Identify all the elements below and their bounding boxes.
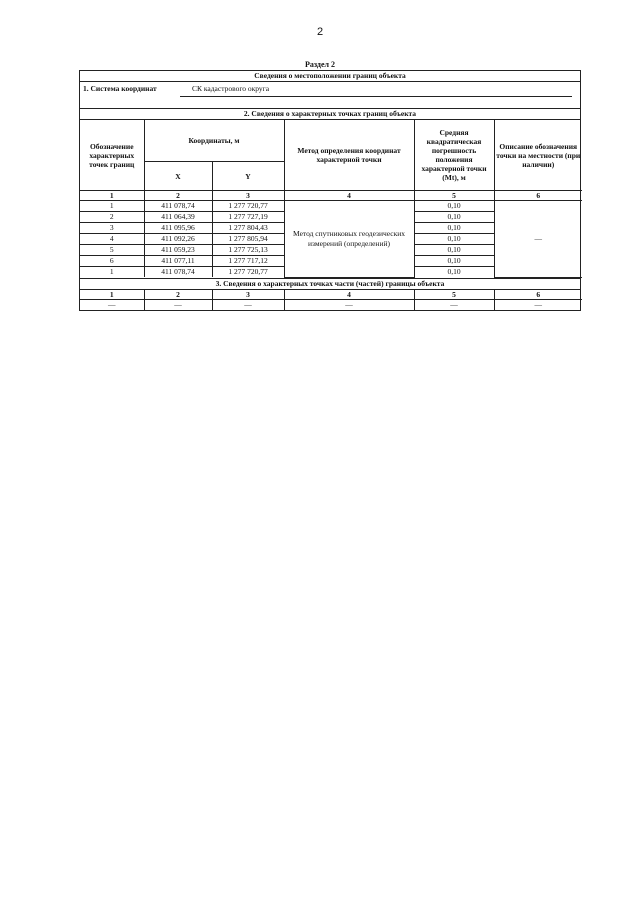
empty-cell: — (494, 299, 582, 310)
point-error: 0,10 (414, 245, 494, 256)
coordinate-system-value: СК кадастрового округа (192, 84, 270, 93)
coordinate-system-block (80, 82, 580, 109)
location-header: Сведения о местоположении границ объекта (80, 71, 580, 82)
page-number: 2 (316, 26, 324, 38)
point-number: 1 (80, 267, 144, 278)
point-x: 411 092,26 (144, 234, 212, 245)
parts-column-number-row (80, 290, 582, 300)
column-number: 5 (414, 191, 494, 201)
description-value: — (494, 201, 582, 278)
header-designation: Обозначение характерных точек границ (80, 120, 144, 191)
point-y: 1 277 804,43 (212, 223, 284, 234)
parts-table (80, 290, 582, 310)
parts-empty-row (80, 299, 582, 310)
empty-cell: — (284, 299, 414, 310)
column-number: 1 (80, 290, 144, 300)
point-y: 1 277 725,13 (212, 245, 284, 256)
point-error: 0,10 (414, 223, 494, 234)
point-error: 0,10 (414, 212, 494, 223)
point-x: 411 077,11 (144, 256, 212, 267)
column-number: 4 (284, 191, 414, 201)
point-y: 1 277 720,77 (212, 201, 284, 212)
point-x: 411 095,96 (144, 223, 212, 234)
point-number: 5 (80, 245, 144, 256)
point-y: 1 277 717,12 (212, 256, 284, 267)
parts-section-title: 3. Сведения о характерных точках части (частей) границы объекта (80, 278, 580, 290)
point-error: 0,10 (414, 201, 494, 212)
points-header-row (80, 120, 582, 162)
empty-cell: — (80, 299, 144, 310)
points-table (80, 120, 582, 278)
empty-cell: — (212, 299, 284, 310)
point-x: 411 078,74 (144, 201, 212, 212)
empty-cell: — (414, 299, 494, 310)
header-coordinates: Координаты, м (144, 120, 284, 162)
coordinate-system-underline (180, 96, 572, 97)
point-y: 1 277 720,77 (212, 267, 284, 278)
point-error: 0,10 (414, 267, 494, 278)
point-x: 411 078,74 (144, 267, 212, 278)
column-number: 1 (80, 191, 144, 201)
point-x: 411 059,23 (144, 245, 212, 256)
header-y: Y (212, 162, 284, 191)
point-number: 4 (80, 234, 144, 245)
column-number: 4 (284, 290, 414, 300)
column-number: 3 (212, 290, 284, 300)
point-x: 411 064,39 (144, 212, 212, 223)
point-y: 1 277 727,19 (212, 212, 284, 223)
header-method: Метод определения координат характерной точки (284, 120, 414, 191)
point-number: 6 (80, 256, 144, 267)
point-number: 3 (80, 223, 144, 234)
point-number: 2 (80, 212, 144, 223)
column-number: 2 (144, 191, 212, 201)
point-error: 0,10 (414, 256, 494, 267)
point-number: 1 (80, 201, 144, 212)
column-number: 5 (414, 290, 494, 300)
table-row (80, 201, 582, 212)
header-x: X (144, 162, 212, 191)
column-number: 6 (494, 290, 582, 300)
point-error: 0,10 (414, 234, 494, 245)
column-number: 6 (494, 191, 582, 201)
point-y: 1 277 805,94 (212, 234, 284, 245)
section-title: Раздел 2 (304, 60, 336, 69)
column-number-row (80, 191, 582, 201)
header-error: Средняя квадратическая погрешность положения характерной точки (Mt), м (414, 120, 494, 191)
coordinate-system-label: 1. Система координат (83, 84, 157, 93)
column-number: 2 (144, 290, 212, 300)
boundary-info-form (79, 70, 581, 311)
column-number: 3 (212, 191, 284, 201)
header-description: Описание обозначения точки на местности (при наличии) (494, 120, 582, 191)
points-section-title: 2. Сведения о характерных точках границ объекта (80, 109, 580, 120)
empty-cell: — (144, 299, 212, 310)
method-value: Метод спутниковых геодезических измерений (определений) (284, 201, 414, 278)
